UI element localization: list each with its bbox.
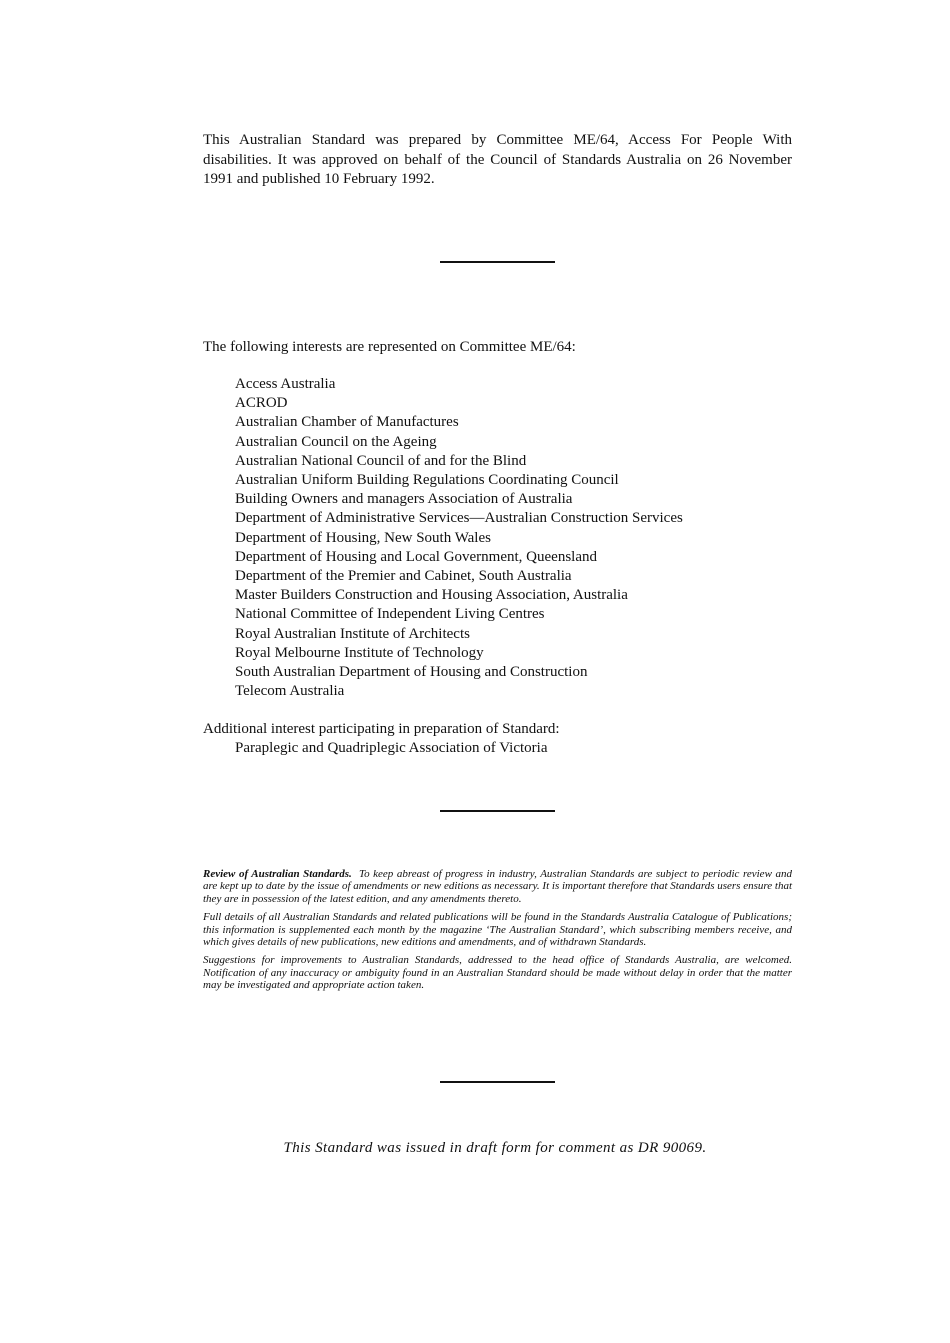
list-item: National Committee of Independent Living Centres [235, 606, 545, 623]
additional-interest-heading: Additional interest participating in preparation of Standard: [203, 721, 560, 737]
list-item: ACROD [235, 395, 288, 412]
intro-paragraph: This Australian Standard was prepared by Committee ME/64, Access For People With disabilities. It was approved on behalf of the Council of Standards Australia on 26 November 1991 and published 10 February 1992. [203, 132, 792, 187]
interests-list [235, 375, 683, 701]
review-lead: Review of Australian Standards. [203, 868, 352, 880]
list-item: Department of Housing and Local Government, Queensland [235, 548, 597, 565]
list-item: Department of Housing, New South Wales [235, 529, 491, 546]
review-paragraph-2: Full details of all Australian Standards and related publications will be found in the Standards Australia Catalogue of Publications; this information is supplemented each month by the magazine ‘The Australian Standard’, which subscribing members receive, and which gives details of new publications, new editions and amendments, and of withdrawn Standards. [203, 911, 792, 949]
review-text: To keep abreast of progress in industry, Australian Standards are subject to periodic review and are kept up to date by the issue of amendments or new editions as necessary. It is important therefore that Standards users ensure that they are in possession of the latest edition, and any amendments thereto. [203, 868, 792, 905]
list-item: Building Owners and managers Association of Australia [235, 491, 573, 508]
list-item: Master Builders Construction and Housing Association, Australia [235, 587, 628, 604]
list-item: Department of the Premier and Cabinet, South Australia [235, 568, 572, 585]
list-item: Access Australia [235, 376, 336, 392]
review-paragraph-3: Suggestions for improvements to Australian Standards, addressed to the head office of Standards Australia, are welcomed. Notification of any inaccuracy or ambiguity found in an Australian Standard should be made without delay in order that the matter may be investigated and appropriate action taken. [203, 954, 792, 992]
section-divider [440, 1081, 555, 1083]
section-divider [440, 810, 555, 812]
review-paragraph-1 [203, 868, 792, 905]
list-item: South Australian Department of Housing and Construction [235, 664, 588, 681]
list-item: Department of Administrative Services—Australian Construction Services [235, 510, 683, 527]
list-item: Australian National Council of and for the Blind [235, 452, 527, 469]
list-item: Royal Melbourne Institute of Technology [235, 644, 484, 661]
additional-interest-item: Paraplegic and Quadriplegic Association of Victoria [235, 740, 548, 756]
interests-heading: The following interests are represented on Committee ME/64: [203, 339, 576, 355]
list-item: Australian Chamber of Manufactures [235, 414, 459, 431]
list-item: Royal Australian Institute of Architects [235, 625, 470, 642]
draft-note: This Standard was issued in draft form for comment as DR 90069. [283, 1140, 707, 1156]
list-item: Australian Uniform Building Regulations Coordinating Council [235, 472, 619, 489]
list-item: Telecom Australia [235, 683, 345, 700]
review-notes [203, 868, 792, 998]
section-divider [440, 261, 555, 263]
list-item: Australian Council on the Ageing [235, 433, 437, 450]
